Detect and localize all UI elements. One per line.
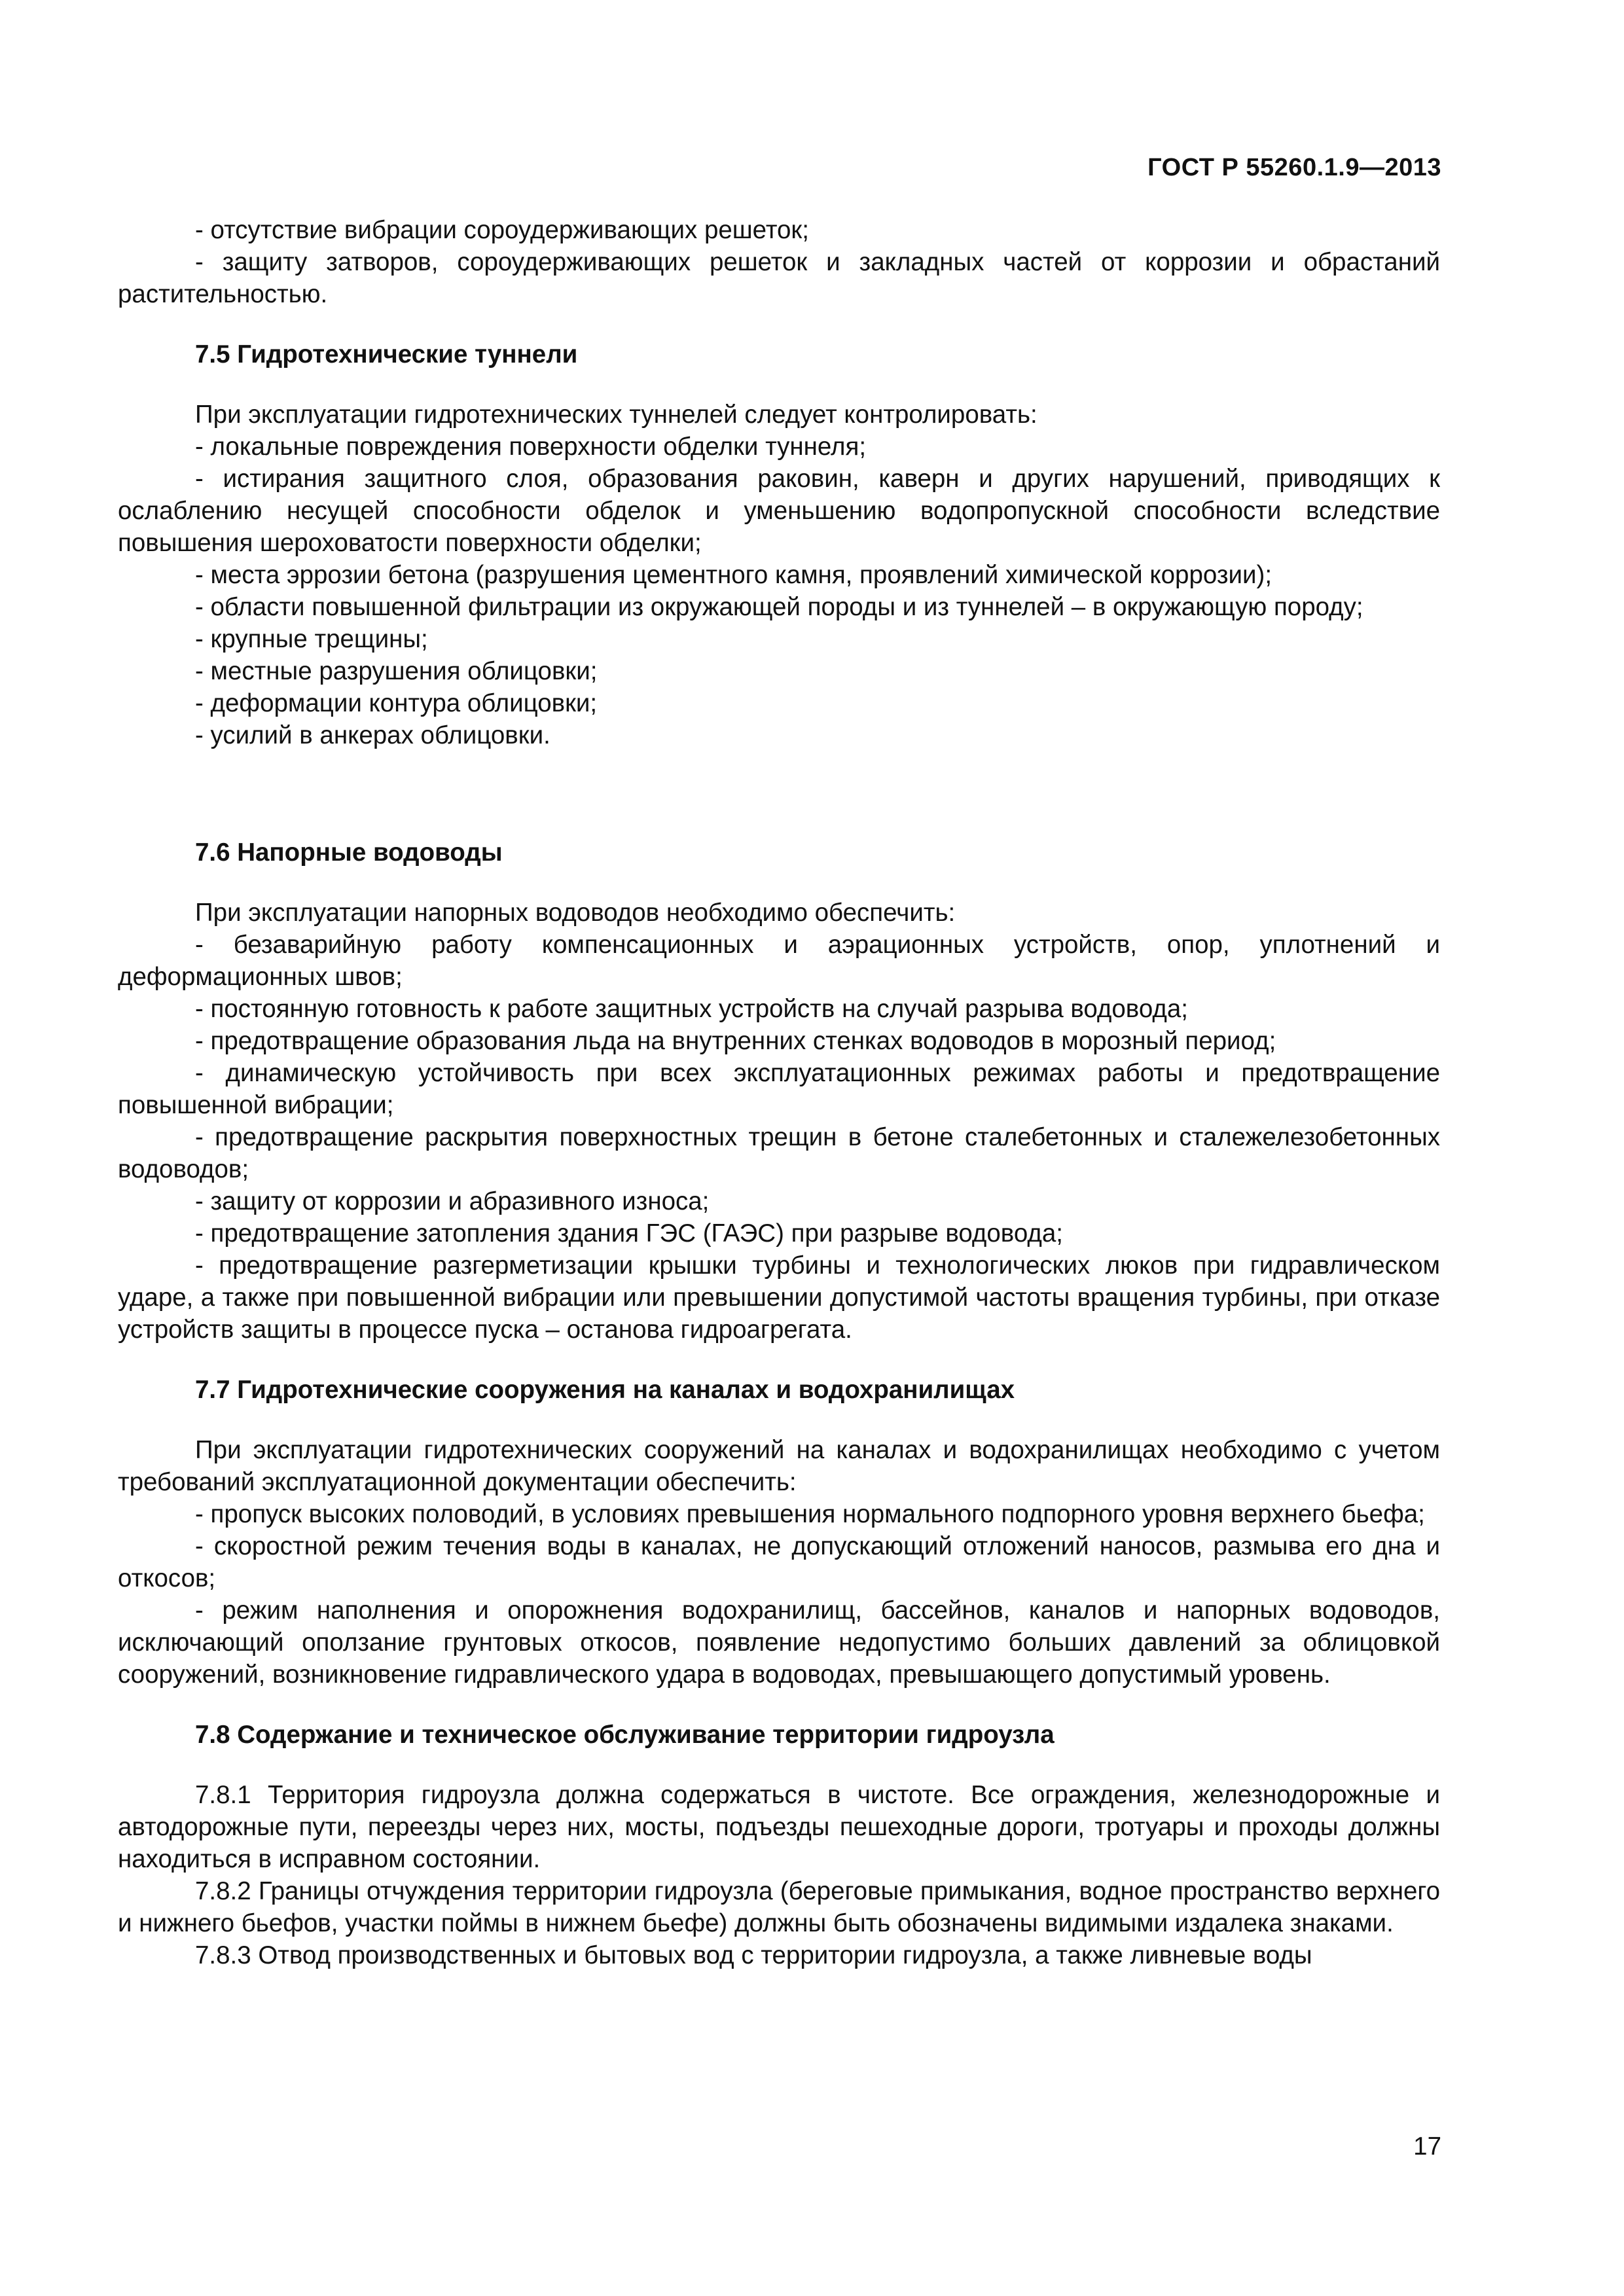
list-item: - места эррозии бетона (разрушения цементного камня, проявлений химической коррозии); xyxy=(195,561,1272,589)
list-item: - скоростной режим течения воды в каналах, не допускающий отложений наносов, размыва его дна и откосов; xyxy=(118,1532,1440,1592)
list-item: - локальные повреждения поверхности обделки туннеля; xyxy=(195,433,867,461)
section-7-7-title: 7.7 Гидротехнические сооружения на каналах и водохранилищах xyxy=(195,1376,1015,1404)
list-item: - местные разрушения облицовки; xyxy=(195,657,598,685)
section-7-5-title: 7.5 Гидротехнические туннели xyxy=(195,340,578,368)
list-item: - пропуск высоких половодий, в условиях превышения нормального подпорного уровня верхнего бьефа; xyxy=(195,1500,1425,1528)
list-item: - предотвращение раскрытия поверхностных трещин в бетоне сталебетонных и сталежелезобетонных водоводов; xyxy=(118,1123,1440,1183)
clause-7-8-2: 7.8.2 Границы отчуждения территории гидроузла (береговые примыкания, водное пространство верхнего и нижнего бьефов, участки поймы в нижнем бьефе) должны быть обозначены видимыми издалека знаками. xyxy=(118,1877,1440,1937)
intro-item: - защиту затворов, сороудерживающих решеток и закладных частей от коррозии и обрастаний растительностью. xyxy=(118,248,1440,308)
list-item: - области повышенной фильтрации из окружающей породы и из туннелей – в окружающую породу; xyxy=(195,593,1363,621)
section-7-6-lead: При эксплуатации напорных водоводов необходимо обеспечить: xyxy=(195,899,956,927)
document-body xyxy=(118,214,1440,1971)
section-7-5-lead: При эксплуатации гидротехнических туннелей следует контролировать: xyxy=(195,401,1038,429)
list-item: - постоянную готовность к работе защитных устройств на случай разрыва водовода; xyxy=(195,995,1188,1023)
list-item: - режим наполнения и опорожнения водохранилищ, бассейнов, каналов и напорных водоводов, исключающий оползание грунтовых откосов, появление недопустимо больших давлений за облицовкой сооружений, возникновение гидравлического удара в водоводах, превышающего допустимый уровень. xyxy=(118,1596,1440,1689)
intro-item: - отсутствие вибрации сороудерживающих решеток; xyxy=(195,216,809,244)
clause-7-8-3: 7.8.3 Отвод производственных и бытовых вод с территории гидроузла, а также ливневые воды xyxy=(195,1941,1312,1969)
list-item: - защиту от коррозии и абразивного износа; xyxy=(195,1187,710,1215)
list-item: - усилий в анкерах облицовки. xyxy=(195,721,550,749)
section-7-7-lead: При эксплуатации гидротехнических сооружений на каналах и водохранилищах необходимо с учетом требований эксплуатационной документации обеспечить: xyxy=(118,1436,1440,1496)
list-item: - истирания защитного слоя, образования раковин, каверн и других нарушений, приводящих к ослаблению несущей способности обделок и уменьшению водопропускной способности вследствие повышения шероховатости поверхности обделки; xyxy=(118,465,1440,557)
section-7-8-title: 7.8 Содержание и техническое обслуживание территории гидроузла xyxy=(195,1721,1055,1749)
list-item: - безаварийную работу компенсационных и аэрационных устройств, опор, уплотнений и деформационных швов; xyxy=(118,931,1440,991)
list-item: - предотвращение разгерметизации крышки турбины и технологических люков при гидравлическом ударе, а также при повышенной вибрации или превышении допустимой частоты вращения турбины, при отказе устройств защиты в процессе пуска – останова гидроагрегата. xyxy=(118,1251,1440,1344)
page-number: 17 xyxy=(1413,2132,1441,2161)
list-item: - деформации контура облицовки; xyxy=(195,689,598,717)
list-item: - предотвращение затопления здания ГЭС (ГАЭС) при разрыве водовода; xyxy=(195,1219,1063,1247)
document-code-header: ГОСТ Р 55260.1.9—2013 xyxy=(1147,154,1441,181)
list-item: - предотвращение образования льда на внутренних стенках водоводов в морозный период; xyxy=(195,1027,1276,1055)
section-7-6-title: 7.6 Напорные водоводы xyxy=(195,838,503,867)
clause-7-8-1: 7.8.1 Территория гидроузла должна содержаться в чистоте. Все ограждения, железнодорожные и автодорожные пути, переезды через них, мосты, подъезды пешеходные дороги, тротуары и проходы должны находиться в исправном состоянии. xyxy=(118,1781,1440,1873)
list-item: - крупные трещины; xyxy=(195,625,428,653)
list-item: - динамическую устойчивость при всех эксплуатационных режимах работы и предотвращение повышенной вибрации; xyxy=(118,1059,1440,1119)
